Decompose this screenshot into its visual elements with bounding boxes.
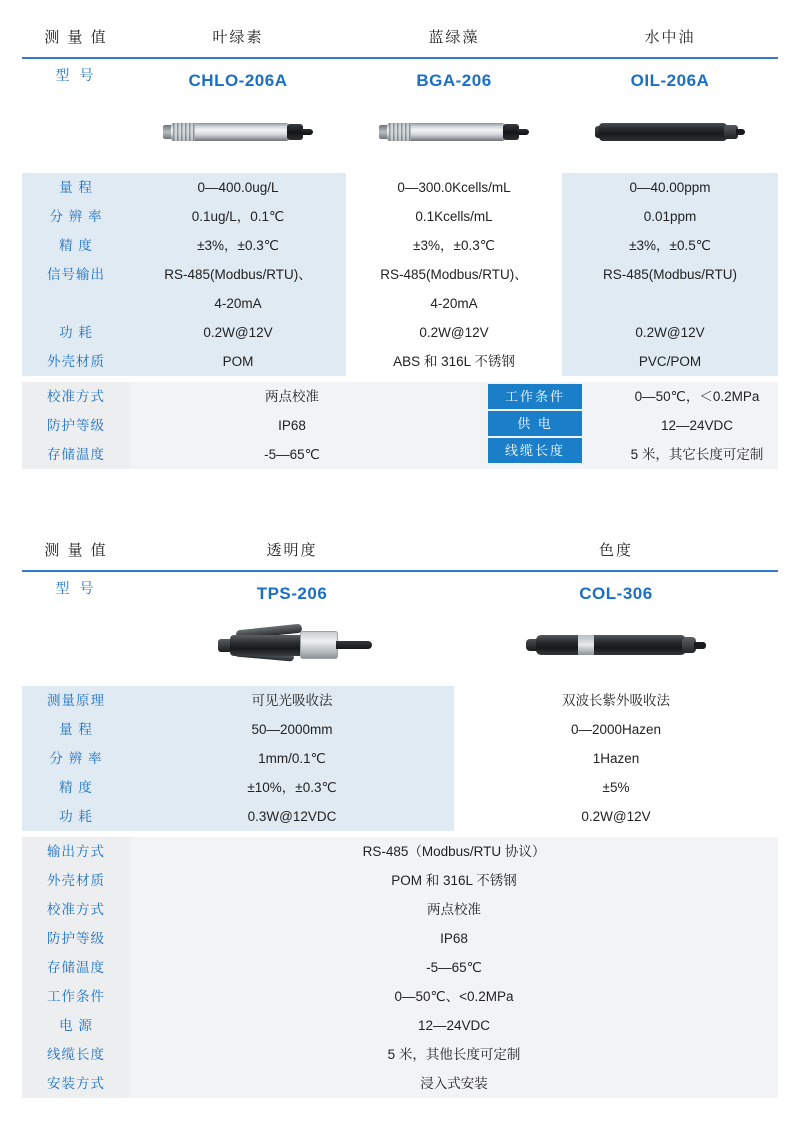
bga-accuracy: ±3%，±0.3℃: [413, 238, 495, 253]
spec-label-principle: 测量原理: [47, 693, 105, 708]
table1-header-col-3: 水中油: [644, 29, 696, 46]
chlo-range: 0—400.0ug/L: [197, 180, 279, 195]
table1-spec-col-oil: [562, 173, 778, 376]
col-probe-icon: [526, 632, 706, 658]
table2-spec-block: [22, 686, 778, 831]
table2-image-row-spacer: [22, 614, 130, 676]
common-value-working-condition: 0—50℃、<0.2MPa: [394, 989, 514, 1004]
spec-label-signal-output: 信号输出: [47, 267, 105, 282]
table1-spec2-col-chips: [454, 382, 616, 469]
oil-power: 0.2W@12V: [635, 325, 705, 340]
oil-resolution: 0.01ppm: [643, 209, 697, 224]
oil-range: 0—40.00ppm: [629, 180, 711, 195]
chlo-resolution: 0.1ug/L，0.1℃: [191, 209, 285, 224]
common-value-installation: 浸入式安装: [420, 1076, 488, 1091]
table1-spec-col-chlo: [130, 173, 346, 376]
sensor-table-1: [22, 0, 778, 469]
common-label-storage-temp: 存储温度: [47, 960, 105, 975]
table1-spec2-labels: [22, 382, 130, 469]
oil-signal-output: RS-485(Modbus/RTU): [602, 267, 738, 282]
chip-working-condition: 工作条件: [488, 384, 582, 409]
common-value-power-supply: 12—24VDC: [417, 1018, 491, 1033]
common-label-working-condition: 工作条件: [47, 989, 105, 1004]
table1-image-row-spacer: [22, 101, 130, 163]
common-value-housing: POM 和 316L 不锈钢: [391, 873, 517, 888]
common-label-cable-length: 线缆长度: [47, 1047, 105, 1062]
chip-power-supply: 供 电: [488, 411, 582, 436]
col-resolution: 1Hazen: [592, 751, 640, 766]
chlo-signal-output: RS-485(Modbus/RTU)、: [164, 267, 312, 282]
common-value-protection: IP68: [440, 931, 468, 946]
metal-probe-icon: [163, 121, 313, 143]
spec-label-power-2: 功 耗: [59, 809, 93, 824]
table1-model-oil: OIL-206A: [630, 71, 710, 90]
table2-model-row: [22, 572, 778, 614]
working-condition-value: 0—50℃，＜0.2MPa: [634, 389, 760, 404]
spec-label-accuracy: 精 度: [59, 238, 93, 253]
common-label-installation: 安装方式: [47, 1076, 105, 1091]
table2-common-labels: [22, 837, 130, 1098]
table1-header-row: [22, 14, 778, 59]
black-probe-icon: [595, 121, 745, 143]
tps-resolution: 1mm/0.1℃: [258, 751, 326, 766]
table1-model-label: 型 号: [55, 67, 97, 83]
spec-label-calibration: 校准方式: [47, 389, 105, 404]
common-label-housing: 外壳材质: [47, 873, 105, 888]
common-value-calibration: 两点校准: [427, 902, 481, 917]
chip-cable-length: 线缆长度: [488, 438, 582, 463]
spec-label-range: 量 程: [59, 180, 93, 195]
common-label-output: 输出方式: [47, 844, 105, 859]
sensor-table-2: [22, 527, 778, 1098]
table2-header-col-1: 透明度: [266, 542, 318, 559]
chlo-power: 0.2W@12V: [203, 325, 273, 340]
oil-in-water-sensor-image: [562, 101, 778, 163]
spec-label-resolution: 分 辨 率: [49, 209, 103, 224]
metal-probe-icon: [379, 121, 529, 143]
table2-header-label: 测 量 值: [44, 542, 108, 559]
tps-accuracy: ±10%，±0.3℃: [247, 780, 337, 795]
table1-model-chlo: CHLO-206A: [188, 71, 288, 90]
spec-label-signal-output-cont: [22, 289, 130, 318]
common-label-power-supply: 电 源: [59, 1018, 93, 1033]
tps-range: 50—2000mm: [251, 722, 333, 737]
tps-probe-icon: [212, 623, 372, 667]
calibration-value: 两点校准: [265, 389, 319, 404]
chlo-housing: POM: [222, 354, 254, 369]
bga-range: 0—300.0Kcells/mL: [397, 180, 511, 195]
table1-model-row: [22, 59, 778, 101]
table2-model-label: 型 号: [55, 580, 97, 596]
table2-model-col: COL-306: [579, 584, 653, 603]
table1-spec-labels: [22, 173, 130, 376]
table2-header-col-2: 色度: [598, 542, 633, 559]
bga-signal-output: RS-485(Modbus/RTU)、: [380, 267, 528, 282]
table2-common-values: [130, 837, 778, 1098]
common-value-output: RS-485（Modbus/RTU 协议）: [362, 844, 546, 859]
table1-spec2-col-right: [616, 382, 778, 469]
spec-label-protection: 防护等级: [47, 418, 105, 433]
transparency-sensor-image: [130, 614, 454, 676]
table2-spec-labels: [22, 686, 130, 831]
protection-value: IP68: [278, 418, 306, 433]
table1-model-bga: BGA-206: [416, 71, 492, 90]
bga-resolution: 0.1Kcells/mL: [415, 209, 493, 224]
tps-power: 0.3W@12VDC: [247, 809, 337, 824]
common-value-cable-length: 5 米，其他长度可定制: [387, 1047, 521, 1062]
spec-label-resolution-2: 分 辨 率: [49, 751, 103, 766]
table2-spec-col-colour: [454, 686, 778, 831]
table1-header-label: 测 量 值: [44, 29, 108, 46]
table1-spec-block-2: [22, 382, 778, 469]
spec-label-power: 功 耗: [59, 325, 93, 340]
chlorophyll-sensor-image: [130, 101, 346, 163]
oil-housing: PVC/POM: [638, 354, 702, 369]
spec-label-range-2: 量 程: [59, 722, 93, 737]
col-range: 0—2000Hazen: [570, 722, 662, 737]
table1-header-col-2: 蓝绿藻: [428, 29, 480, 46]
oil-signal-output-cont: [562, 289, 778, 318]
spec-label-accuracy-2: 精 度: [59, 780, 93, 795]
col-power: 0.2W@12V: [581, 809, 651, 824]
table2-common-spec-block: [22, 837, 778, 1098]
power-supply-value: 12—24VDC: [660, 418, 734, 433]
common-label-calibration: 校准方式: [47, 902, 105, 917]
cable-length-value: 5 米，其它长度可定制: [630, 447, 764, 462]
spec-label-storage-temp: 存储温度: [47, 447, 105, 462]
spec-label-housing: 外壳材质: [47, 354, 105, 369]
common-value-storage-temp: -5—65℃: [426, 960, 482, 975]
bga-housing: ABS 和 316L 不锈钢: [393, 354, 515, 369]
bluegreen-algae-sensor-image: [346, 101, 562, 163]
table1-header-col-1: 叶绿素: [212, 29, 264, 46]
table2-model-tps: TPS-206: [256, 584, 328, 603]
table1-spec-block: [22, 173, 778, 376]
table2-header-row: [22, 527, 778, 572]
table1-spec2-col-left: [130, 382, 454, 469]
table1-image-row: [22, 101, 778, 163]
tps-principle: 可见光吸收法: [251, 693, 333, 708]
bga-power: 0.2W@12V: [419, 325, 489, 340]
bga-signal-output-cont: 4-20mA: [430, 296, 478, 311]
table2-image-row: [22, 614, 778, 676]
col-principle: 双波长紫外吸收法: [562, 693, 670, 708]
color-sensor-image: [454, 614, 778, 676]
table1-spec-col-bga: [346, 173, 562, 376]
common-label-protection: 防护等级: [47, 931, 105, 946]
chlo-signal-output-cont: 4-20mA: [214, 296, 262, 311]
storage-temp-value: -5—65℃: [264, 447, 320, 462]
table2-spec-col-tps: [130, 686, 454, 831]
oil-accuracy: ±3%，±0.5℃: [629, 238, 711, 253]
chlo-accuracy: ±3%，±0.3℃: [197, 238, 279, 253]
col-accuracy: ±5%: [602, 780, 630, 795]
